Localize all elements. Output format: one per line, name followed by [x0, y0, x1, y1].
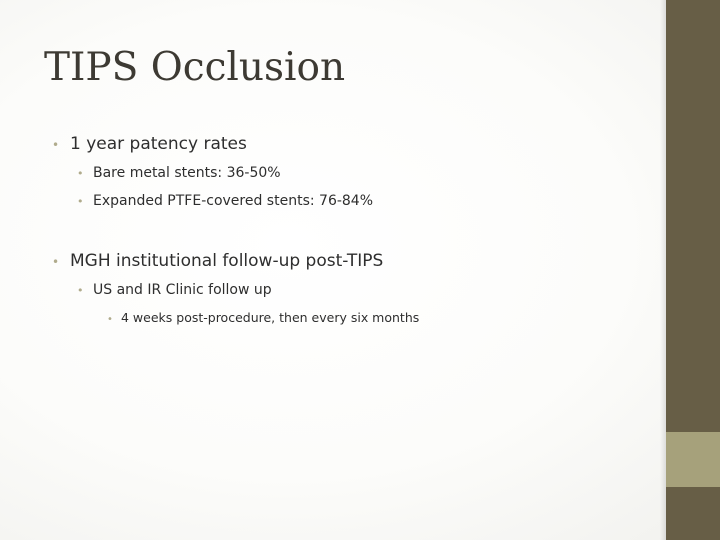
sub-bullet-text: Bare metal stents: 36-50% [93, 165, 281, 181]
bullet-dot-icon: • [52, 255, 60, 269]
sub-bullet-text: Expanded PTFE-covered stents: 76-84% [93, 193, 374, 209]
bullet-text: 1 year patency rates [70, 134, 247, 154]
bullet-item [52, 251, 383, 271]
bullet-text: MGH institutional follow-up post-TIPS [70, 251, 384, 271]
bullet-dot-icon: • [77, 195, 84, 208]
sub-sub-bullet-text: 4 weeks post-procedure, then every six months [121, 310, 420, 325]
bullet-dot-icon: • [52, 138, 60, 152]
bullet-dot-icon: • [107, 314, 113, 325]
sub-bullet-item [77, 193, 373, 209]
slide-title: TIPS Occlusion [44, 45, 346, 90]
sub-bullet-item [77, 165, 281, 181]
bullet-item [52, 134, 247, 154]
side-band-accent [666, 432, 720, 487]
sub-sub-bullet-item [107, 310, 419, 325]
sub-bullet-item [77, 282, 272, 298]
sub-bullet-text: US and IR Clinic follow up [93, 282, 272, 298]
bullet-dot-icon: • [77, 167, 84, 180]
bullet-dot-icon: • [77, 284, 84, 297]
